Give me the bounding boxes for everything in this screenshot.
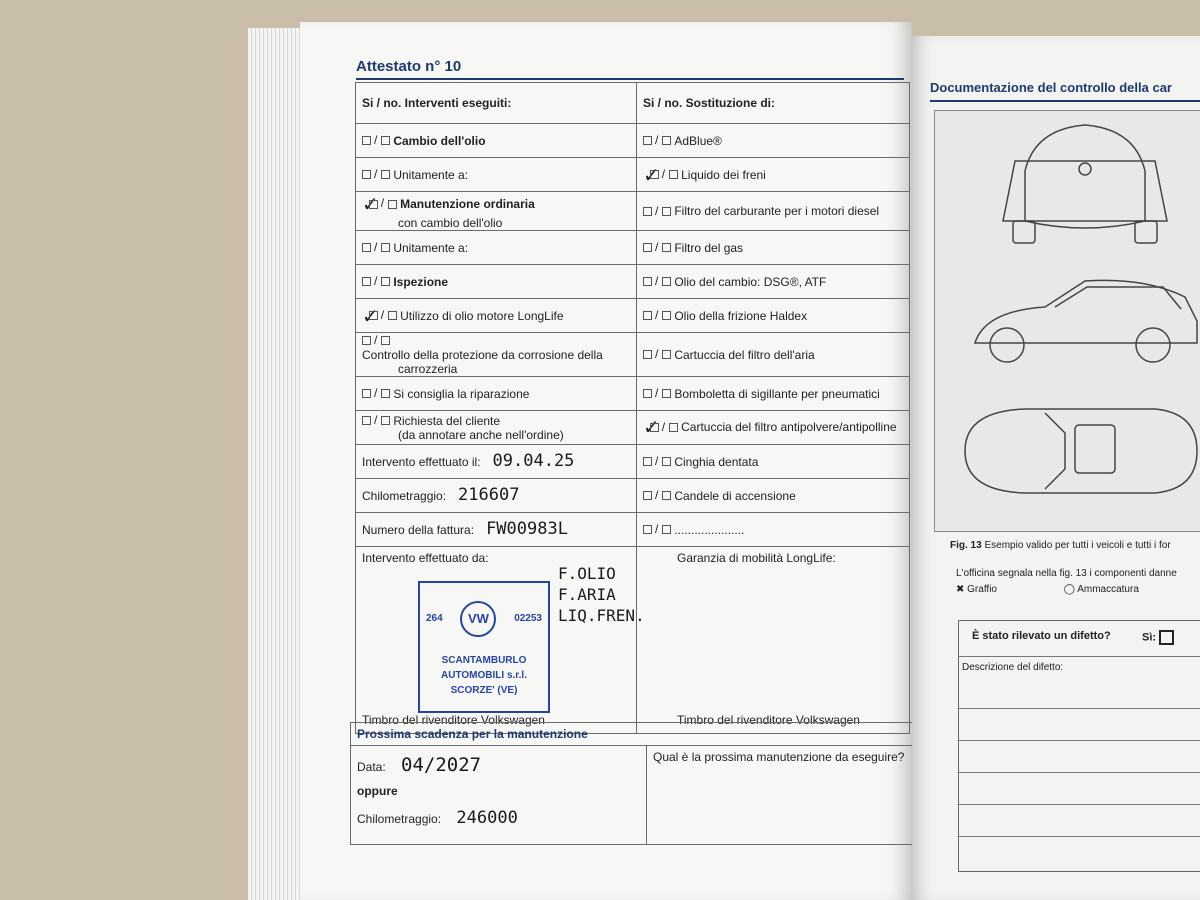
defect-yes-checkbox: [1159, 630, 1174, 645]
car-outline-drawing: [935, 111, 1200, 531]
intervento-sublabel: (da annotare anche nell'ordine): [398, 427, 564, 442]
checkbox-no: [662, 136, 671, 145]
intervento-cell: / Si consiglia la riparazione: [356, 376, 637, 410]
next-service-left: [351, 746, 647, 845]
sostituzione-cell: ✓ / Liquido dei freni: [637, 158, 910, 192]
checkbox-no: [381, 243, 390, 252]
ruled-line: [958, 740, 1200, 741]
service-row: [356, 192, 910, 231]
intervento-cell: / Unitamente a:: [356, 231, 637, 265]
service-row: [356, 158, 910, 192]
checkbox-si: [362, 136, 371, 145]
checkbox-si: [650, 170, 659, 179]
sostituzione-label: Liquido dei freni: [681, 167, 766, 182]
checkbox-no: [662, 277, 671, 286]
checkbox-si: [643, 277, 652, 286]
ruled-line: [958, 772, 1200, 773]
checkbox-si: [643, 457, 652, 466]
right-title-rule: [930, 100, 1200, 102]
checkbox-no: [669, 170, 678, 179]
handwritten-check-mark: ✓: [643, 415, 660, 440]
service-row: [356, 231, 910, 265]
stamp-cell-left: [356, 546, 645, 733]
defect-divider: [958, 656, 1200, 657]
sostituzione-label: Cinghia dentata: [674, 454, 759, 469]
record-label: Numero della fattura:: [362, 523, 475, 538]
defect-box: [958, 620, 1200, 872]
vw-logo-icon: VW: [460, 601, 496, 637]
stamp-left-code: 264: [426, 613, 443, 625]
checkbox-no: [662, 457, 671, 466]
checkbox-no: [381, 416, 390, 425]
checkbox-no: [662, 525, 671, 534]
record-handwritten-value: 09.04.25: [492, 451, 575, 472]
checkbox-si: [643, 491, 652, 500]
intervento-cell: ✓ / Utilizzo di olio motore LongLife: [356, 299, 637, 333]
sostituzione-cell: / Olio della frizione Haldex: [637, 299, 910, 333]
title-rule: [356, 78, 904, 80]
next-oppure: oppure: [357, 784, 398, 798]
checkbox-si: [643, 207, 652, 216]
service-row: [356, 410, 910, 444]
sostituzione-label: Bomboletta di sigillante per pneumatici: [674, 386, 880, 401]
stamp-line2: AUTOMOBILI s.r.l.: [441, 669, 527, 681]
intervento-da-label: Intervento effettuato da:: [362, 550, 489, 565]
sostituzione-label: .....................: [674, 522, 745, 537]
checkbox-si: [362, 277, 371, 286]
intervento-label: Utilizzo di olio motore LongLife: [400, 308, 564, 323]
sostituzione-cell: / Olio del cambio: DSG®, ATF: [637, 265, 910, 299]
checkbox-si: [362, 170, 371, 179]
record-row: [356, 478, 910, 512]
service-row: [356, 265, 910, 299]
timbro-right-label: Timbro del rivenditore Volkswagen: [677, 712, 860, 727]
col-right-header: Si / no. Sostituzione di:: [637, 83, 910, 124]
timbro-left-label: Timbro del rivenditore Volkswagen: [362, 712, 545, 727]
checkbox-no: [662, 350, 671, 359]
intervento-label: Manutenzione ordinaria: [400, 197, 535, 211]
page-title: Attestato n° 10: [356, 58, 462, 75]
checkbox-no: [662, 491, 671, 500]
ruled-line: [958, 836, 1200, 837]
sostituzione-label: Candele di accensione: [674, 488, 796, 503]
checkbox-si: [650, 423, 659, 432]
sostituzione-cell: / AdBlue®: [637, 124, 910, 158]
handwritten-check-mark: ✓: [643, 162, 660, 187]
damage-legend: [956, 584, 1139, 595]
checkbox-no: [388, 200, 397, 209]
checkbox-si: [369, 200, 378, 209]
sostituzione-label: AdBlue®: [674, 133, 722, 148]
sostituzione-label: Cartuccia del filtro antipolvere/antipolline: [681, 420, 897, 435]
sostituzione-label: Olio della frizione Haldex: [674, 308, 808, 323]
ruled-line: [958, 804, 1200, 805]
next-date-label: Data:: [357, 760, 386, 774]
sostituzione-label: Olio del cambio: DSG®, ATF: [674, 274, 827, 289]
defect-question: È stato rilevato un difetto?: [972, 630, 1111, 642]
left-page: [300, 22, 912, 900]
checkbox-no: [662, 389, 671, 398]
ruled-line: [958, 708, 1200, 709]
checkbox-no: [381, 136, 390, 145]
intervento-cell: /Controllo della protezione da corrosione della carrozzeria: [356, 333, 637, 377]
checkbox-si: [362, 416, 371, 425]
sostituzione-cell: / Filtro del carburante per i motori diesel: [637, 192, 910, 231]
legend-dent: ◯ Ammaccatura: [1063, 584, 1139, 595]
sostituzione-cell: / .....................: [637, 512, 910, 546]
service-row: [356, 376, 910, 410]
next-km-value: 246000: [456, 808, 518, 828]
checkbox-no: [662, 243, 671, 252]
sostituzione-label: Filtro del gas: [674, 240, 744, 255]
handwritten-note: F.OLIO F.ARIA LIQ.FREN.: [558, 563, 645, 625]
record-cell: [356, 512, 637, 546]
sostituzione-label: Filtro del carburante per i motori diesel: [674, 204, 880, 219]
legend-scratch: ✖ Graffio: [956, 584, 997, 595]
intervento-label: Cambio dell'olio: [393, 133, 486, 148]
right-page: [912, 36, 1200, 900]
right-page-title: Documentazione del controllo della car: [930, 80, 1172, 95]
checkbox-si: [362, 336, 371, 345]
record-label: Chilometraggio:: [362, 489, 447, 504]
next-date-value: 04/2027: [401, 754, 482, 776]
garanzia-label: Garanzia di mobilità LongLife:: [677, 550, 836, 565]
intervento-cell: / Richiesta del cliente (da annotare anche nell'ordine): [356, 410, 637, 444]
intervento-cell: ✓ / Manutenzione ordinaria con cambio dell'olio: [356, 192, 637, 231]
service-row: [356, 333, 910, 377]
dealer-stamp: [418, 581, 550, 713]
service-row: [356, 124, 910, 158]
checkbox-no: [381, 277, 390, 286]
intervento-cell: / Ispezione: [356, 265, 637, 299]
checkbox-si: [643, 311, 652, 320]
stamp-line1: SCANTAMBURLO: [441, 654, 527, 666]
checkbox-no: [381, 170, 390, 179]
intervento-sublabel: carrozzeria: [398, 361, 458, 376]
checkbox-no: [662, 311, 671, 320]
intervento-label: Unitamente a:: [393, 240, 469, 255]
stamp-line3: SCORZE' (VE): [450, 684, 518, 696]
next-km-label: Chilometraggio:: [357, 812, 442, 826]
record-handwritten-value: FW00983L: [486, 519, 568, 540]
figure-note: L'officina segnala nella fig. 13 i componenti danne: [956, 568, 1177, 579]
car-diagram: [934, 110, 1200, 532]
checkbox-si: [643, 389, 652, 398]
record-cell: [356, 478, 637, 512]
next-service-table: [350, 722, 925, 845]
page-edges: [248, 28, 308, 900]
checkbox-si: [643, 243, 652, 252]
handwritten-check-mark: ✓: [362, 303, 379, 328]
checkbox-no: [381, 389, 390, 398]
stamp-row: [356, 546, 910, 733]
checkbox-no: [662, 207, 671, 216]
service-table: [355, 82, 910, 734]
sostituzione-cell: / Cinghia dentata: [637, 444, 910, 478]
intervento-label: Si consiglia la riparazione: [393, 386, 530, 401]
intervento-label: Controllo della protezione da corrosione della: [362, 347, 603, 362]
sostituzione-cell: / Bomboletta di sigillante per pneumatici: [637, 376, 910, 410]
checkbox-si: [643, 136, 652, 145]
stamp-cell-right: [637, 546, 910, 733]
intervento-label: Ispezione: [393, 274, 449, 289]
checkbox-si: [643, 525, 652, 534]
checkbox-no: [669, 423, 678, 432]
record-row: [356, 444, 910, 478]
stamp-right-code: 02253: [514, 613, 542, 625]
record-cell: [356, 444, 637, 478]
sostituzione-cell: / Cartuccia del filtro dell'aria: [637, 333, 910, 377]
handwritten-check-mark: ✓: [362, 192, 379, 216]
intervento-label: Richiesta del cliente: [393, 413, 501, 428]
checkbox-si: [362, 389, 371, 398]
sostituzione-cell: / Candele di accensione: [637, 478, 910, 512]
record-handwritten-value: 216607: [458, 485, 520, 506]
col-left-header: Si / no. Interventi eseguiti:: [356, 83, 637, 124]
figure-caption: Fig. 13 Esempio valido per tutti i veicoli e tutti i for: [950, 540, 1171, 551]
record-row: [356, 512, 910, 546]
intervento-label: Unitamente a:: [393, 167, 469, 182]
defect-description-label: Descrizione del difetto:: [962, 662, 1064, 673]
record-label: Intervento effettuato il:: [362, 455, 481, 470]
checkbox-si: [362, 243, 371, 252]
next-service-question: Qual è la prossima manutenzione da eseguire?: [647, 746, 925, 845]
intervento-sublabel: con cambio dell'olio: [398, 216, 503, 230]
checkbox-si: [369, 311, 378, 320]
intervento-cell: / Cambio dell'olio: [356, 124, 637, 158]
service-row: [356, 299, 910, 333]
next-service-title: Prossima scadenza per la manutenzione: [351, 723, 925, 746]
sostituzione-cell: ✓ / Cartuccia del filtro antipolvere/antipolline: [637, 410, 910, 444]
sostituzione-cell: / Filtro del gas: [637, 231, 910, 265]
sostituzione-label: Cartuccia del filtro dell'aria: [674, 347, 815, 362]
checkbox-no: [388, 311, 397, 320]
checkbox-no: [381, 336, 390, 345]
defect-yes-option: Sì:: [1142, 630, 1177, 645]
checkbox-si: [643, 350, 652, 359]
intervento-cell: / Unitamente a:: [356, 158, 637, 192]
